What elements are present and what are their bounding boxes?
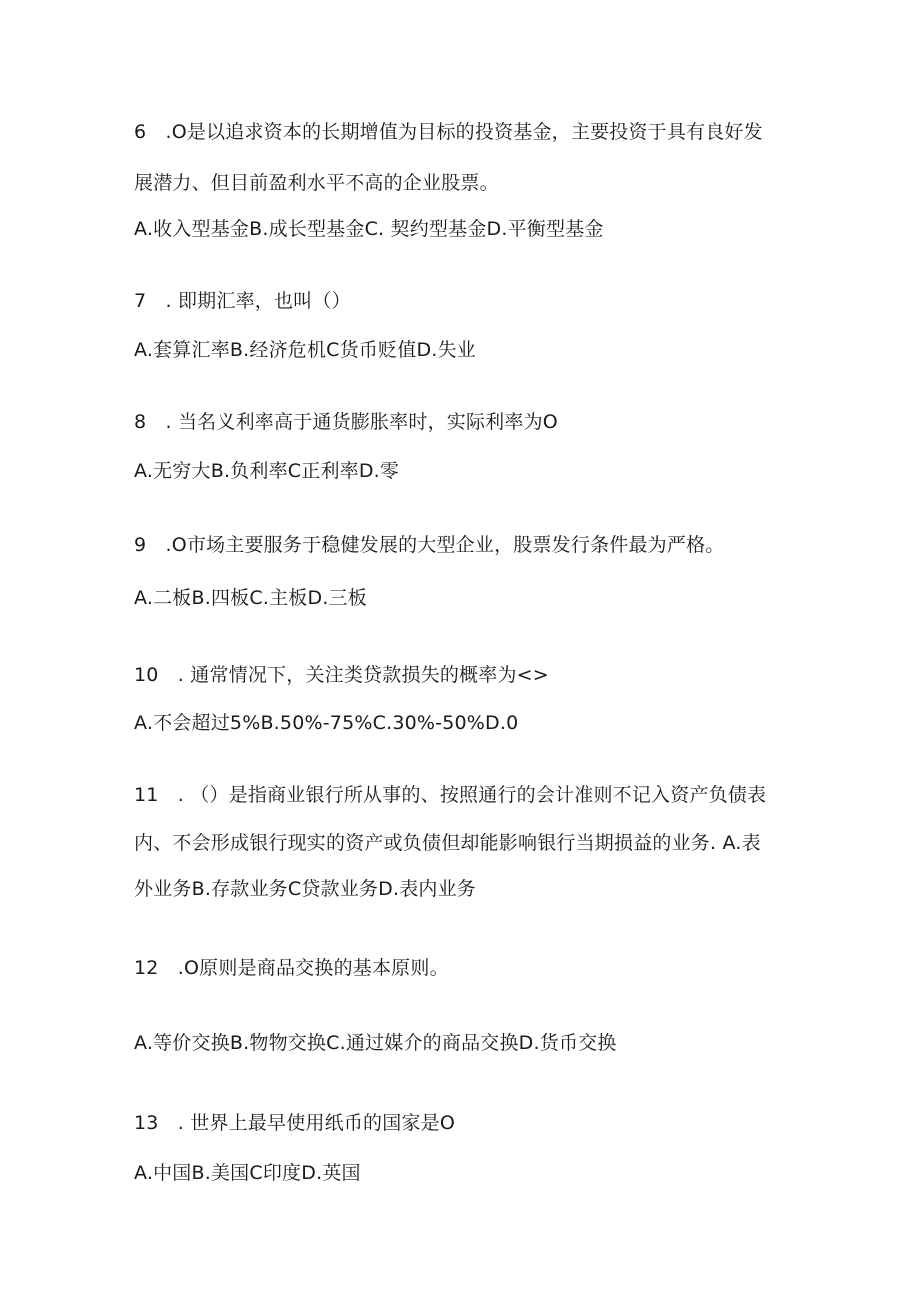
question-13-line-1: 13 . 世界上最早使用纸币的国家是O [134, 1112, 456, 1134]
question-7-line-1: 7 . 即期汇率，也叫（） [134, 290, 351, 312]
question-12-line-1: 12 .O原则是商品交换的基本原则。 [134, 957, 449, 979]
question-11-line-3: 外业务B.存款业务C贷款业务D.表内业务 [134, 878, 477, 900]
question-8-line-1: 8 . 当名义利率高于通货膨胀率时，实际利率为O [134, 411, 558, 433]
question-6-line-1: 6 .O是以追求资本的长期增值为目标的投资基金，主要投资于具有良好发 [134, 121, 763, 143]
question-9-line-1: 9 .O市场主要服务于稳健发展的大型企业，股票发行条件最为严格。 [134, 534, 725, 556]
question-8-options: A.无穷大B.负利率C正利率D.零 [134, 460, 400, 482]
question-6-line-2: 展潜力、但目前盈利水平不高的企业股票。 [134, 172, 499, 194]
question-10-line-1: 10 . 通常情况下，关注类贷款损失的概率为<> [134, 664, 549, 686]
question-13-options: A.中国B.美国C印度D.英国 [134, 1162, 361, 1184]
question-9-options: A.二板B.四板C.主板D.三板 [134, 587, 367, 609]
question-6-options: A.收入型基金B.成长型基金C. 契约型基金D.平衡型基金 [134, 218, 604, 240]
question-10-options: A.不会超过5%B.50%-75%C.30%-50%D.0 [134, 712, 519, 734]
question-7-options: A.套算汇率B.经济危机C货币贬值D.失业 [134, 339, 476, 361]
question-12-options: A.等价交换B.物物交换C.通过媒介的商品交换D.货币交换 [134, 1032, 617, 1054]
question-11-line-1: 11 . （）是指商业银行所从事的、按照通行的会计准则不记入资产负债表 [134, 784, 767, 806]
question-11-line-2: 内、不会形成银行现实的资产或负债但却能影响银行当期损益的业务. A.表 [134, 832, 761, 854]
